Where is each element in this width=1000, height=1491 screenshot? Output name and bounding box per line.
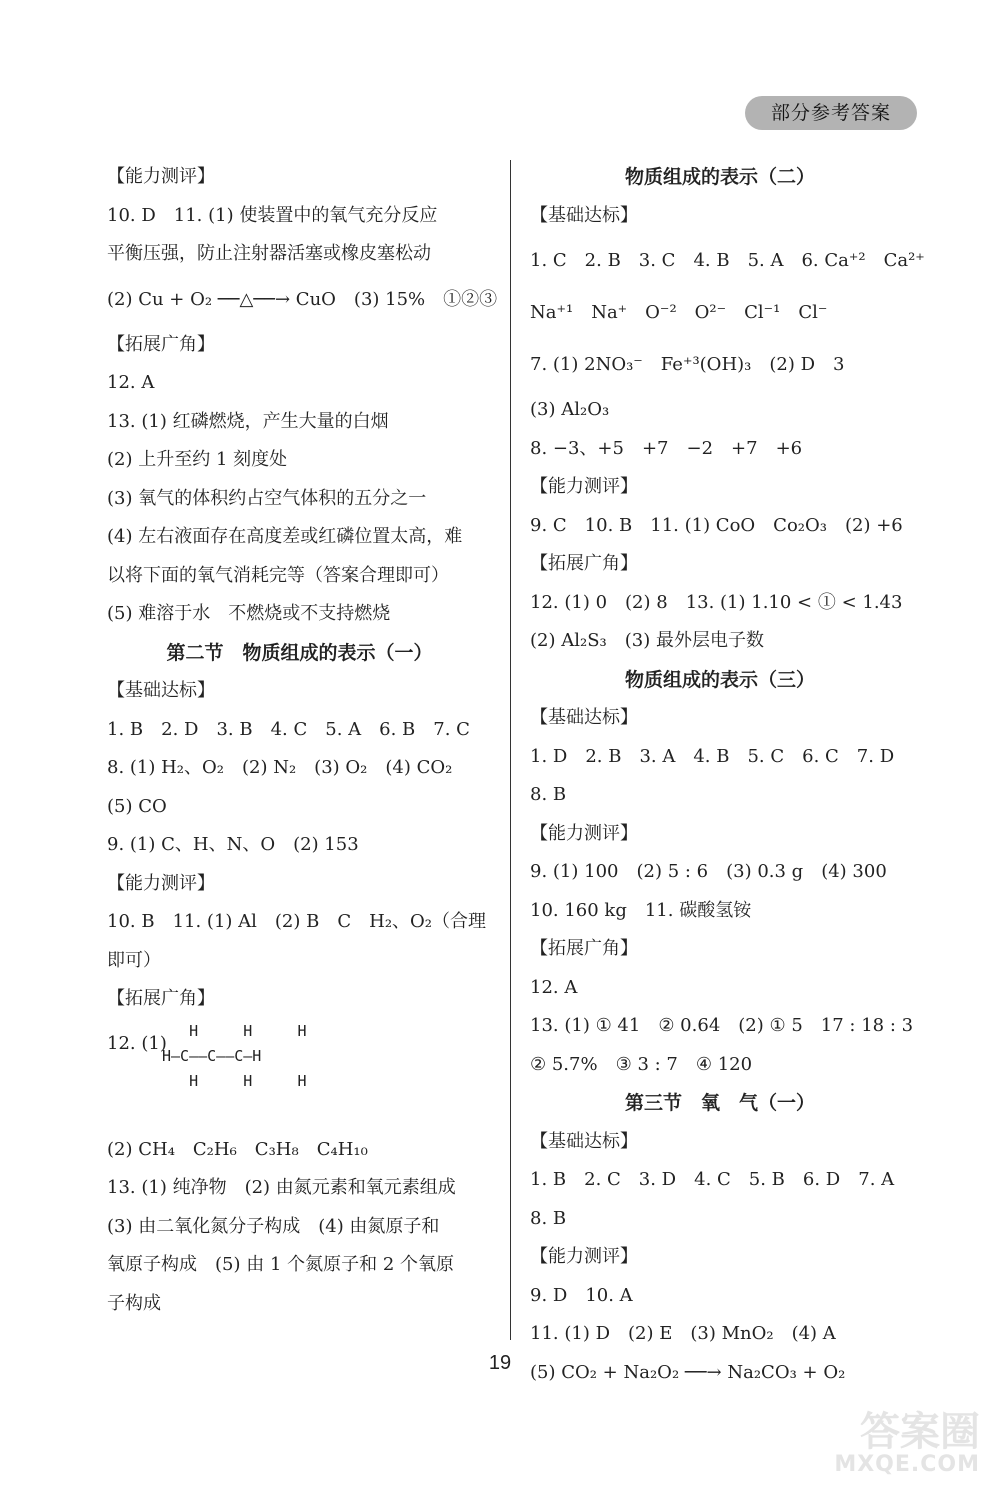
subsection-heading: 【拓展广角】 [107, 988, 215, 1009]
answer-line: 7. (1) 2NO₃⁻ Fe⁺³(OH)₃ (2) D 3 [530, 354, 845, 375]
answer-line: 1. C 2. B 3. C 4. B 5. A 6. Ca⁺² Ca²⁺ [530, 250, 925, 271]
answer-label: 12. (1) [107, 1032, 167, 1054]
answer-line: 9. D 10. A [530, 1284, 633, 1306]
answer-line: 10. D 11. (1) 使装置中的氧气充分反应 [107, 204, 438, 226]
right-column [530, 158, 925, 1392]
watermark-logo-text: 答案圈 [860, 1409, 980, 1455]
answer-line: (4) 左右液面存在高度差或红磷位置太高，难 [107, 526, 463, 547]
subsection-heading: 【能力测评】 [530, 476, 638, 497]
answer-line: 10. 160 kg 11. 碳酸氢铵 [530, 899, 752, 921]
column-divider [510, 160, 511, 1340]
answer-line: 9. (1) C、H、N、O (2) 153 [107, 834, 359, 855]
answer-line: (2) CH₄ C₂H₆ C₃H₈ C₄H₁₀ [107, 1138, 368, 1160]
subsection-heading: 【拓展广角】 [530, 938, 638, 959]
answer-line: 9. (1) 100 (2) 5 : 6 (3) 0.3 g (4) 300 [530, 861, 887, 882]
subsection-heading: 【能力测评】 [107, 872, 215, 894]
answer-line: 13. (1) 红磷燃烧，产生大量的白烟 [107, 410, 389, 432]
watermark-logo [780, 1409, 980, 1482]
answer-line: 即可） [107, 949, 161, 971]
answer-line: 11. (1) D (2) E (3) MnO₂ (4) A [530, 1323, 836, 1344]
subsection-heading: 【基础达标】 [107, 680, 215, 701]
section-title: 第二节 物质组成的表示（一） [166, 641, 433, 664]
answer-line: 10. B 11. (1) Al (2) B C H₂、O₂（合理 [107, 911, 487, 932]
subsection-heading: 【基础达标】 [530, 1130, 638, 1152]
subsection-heading: 【基础达标】 [530, 204, 638, 226]
answer-line: 1. B 2. C 3. D 4. C 5. B 6. D 7. A [530, 1169, 895, 1190]
structural-formula [107, 1019, 492, 1131]
answer-line: (2) 上升至约 1 刻度处 [107, 449, 288, 470]
answer-line: (5) CO [107, 795, 167, 817]
answer-line: (3) 由二氧化氮分子构成 (4) 由氮原子和 [107, 1215, 440, 1237]
subsection-heading: 【能力测评】 [530, 1246, 638, 1267]
answer-line: 8. B [530, 784, 567, 805]
answer-line: ② 5.7% ③ 3 : 7 ④ 120 [530, 1053, 753, 1075]
answer-line: 12. (1) 0 (2) 8 13. (1) 1.10 < ① < 1.43 [530, 591, 903, 613]
answer-line: 氧原子构成 (5) 由 1 个氮原子和 2 个氧原 [107, 1254, 455, 1275]
answer-line: 以将下面的氧气消耗完等（答案合理即可） [107, 564, 449, 586]
answer-line: (3) 氧气的体积约占空气体积的五分之一 [107, 487, 427, 509]
answer-line: (5) 难溶于水 不燃烧或不支持燃烧 [107, 603, 391, 624]
watermark-url: MXQE.COM [834, 1452, 980, 1477]
section-title: 第三节 氧 气（一） [624, 1092, 815, 1114]
subsection-heading: 【能力测评】 [107, 166, 215, 187]
answer-line: 1. B 2. D 3. B 4. C 5. A 6. B 7. C [107, 718, 470, 740]
section-title: 物质组成的表示（二） [624, 166, 815, 188]
answer-line: Na⁺¹ Na⁺ O⁻² O²⁻ Cl⁻¹ Cl⁻ [530, 302, 828, 323]
answer-line: 8. (1) H₂、O₂ (2) N₂ (3) O₂ (4) CO₂ [107, 757, 453, 778]
answer-line: 13. (1) 纯净物 (2) 由氮元素和氧元素组成 [107, 1177, 456, 1198]
answer-line: 子构成 [107, 1292, 161, 1314]
section-title: 物质组成的表示（三） [624, 668, 815, 691]
answer-line: 9. C 10. B 11. (1) CoO Co₂O₃ (2) +6 [530, 514, 903, 536]
left-column [107, 158, 498, 1323]
answer-line: (2) Cu + O₂ ──△──→ CuO (3) 15% ①②③ [107, 288, 498, 310]
subsection-heading: 【基础达标】 [530, 707, 638, 728]
answer-line: 1. D 2. B 3. A 4. B 5. C 6. C 7. D [530, 745, 895, 767]
answer-line: 8. B [530, 1207, 567, 1229]
page-number: 19 [488, 1352, 512, 1374]
answer-line: 8. −3、+5 +7 −2 +7 +6 [530, 437, 803, 459]
subsection-heading: 【能力测评】 [530, 822, 638, 844]
answer-line: (5) CO₂ + Na₂O₂ ──→ Na₂CO₃ + O₂ [530, 1361, 846, 1383]
section-badge: 部分参考答案 [745, 96, 917, 130]
subsection-heading: 【拓展广角】 [107, 333, 215, 355]
answer-line: 12. A [107, 372, 155, 393]
subsection-heading: 【拓展广角】 [530, 553, 638, 574]
answer-line: 平衡压强，防止注射器活塞或橡皮塞松动 [107, 243, 431, 264]
answer-line: (3) Al₂O₃ [530, 399, 610, 420]
answer-line: 13. (1) ① 41 ② 0.64 (2) ① 5 17 : 18 : 3 [530, 1015, 914, 1036]
answer-line: 12. A [530, 976, 578, 998]
propane-structure: H H H H—C——C——C—H H H H [162, 1021, 307, 1090]
answer-line: (2) Al₂S₃ (3) 最外层电子数 [530, 630, 764, 651]
